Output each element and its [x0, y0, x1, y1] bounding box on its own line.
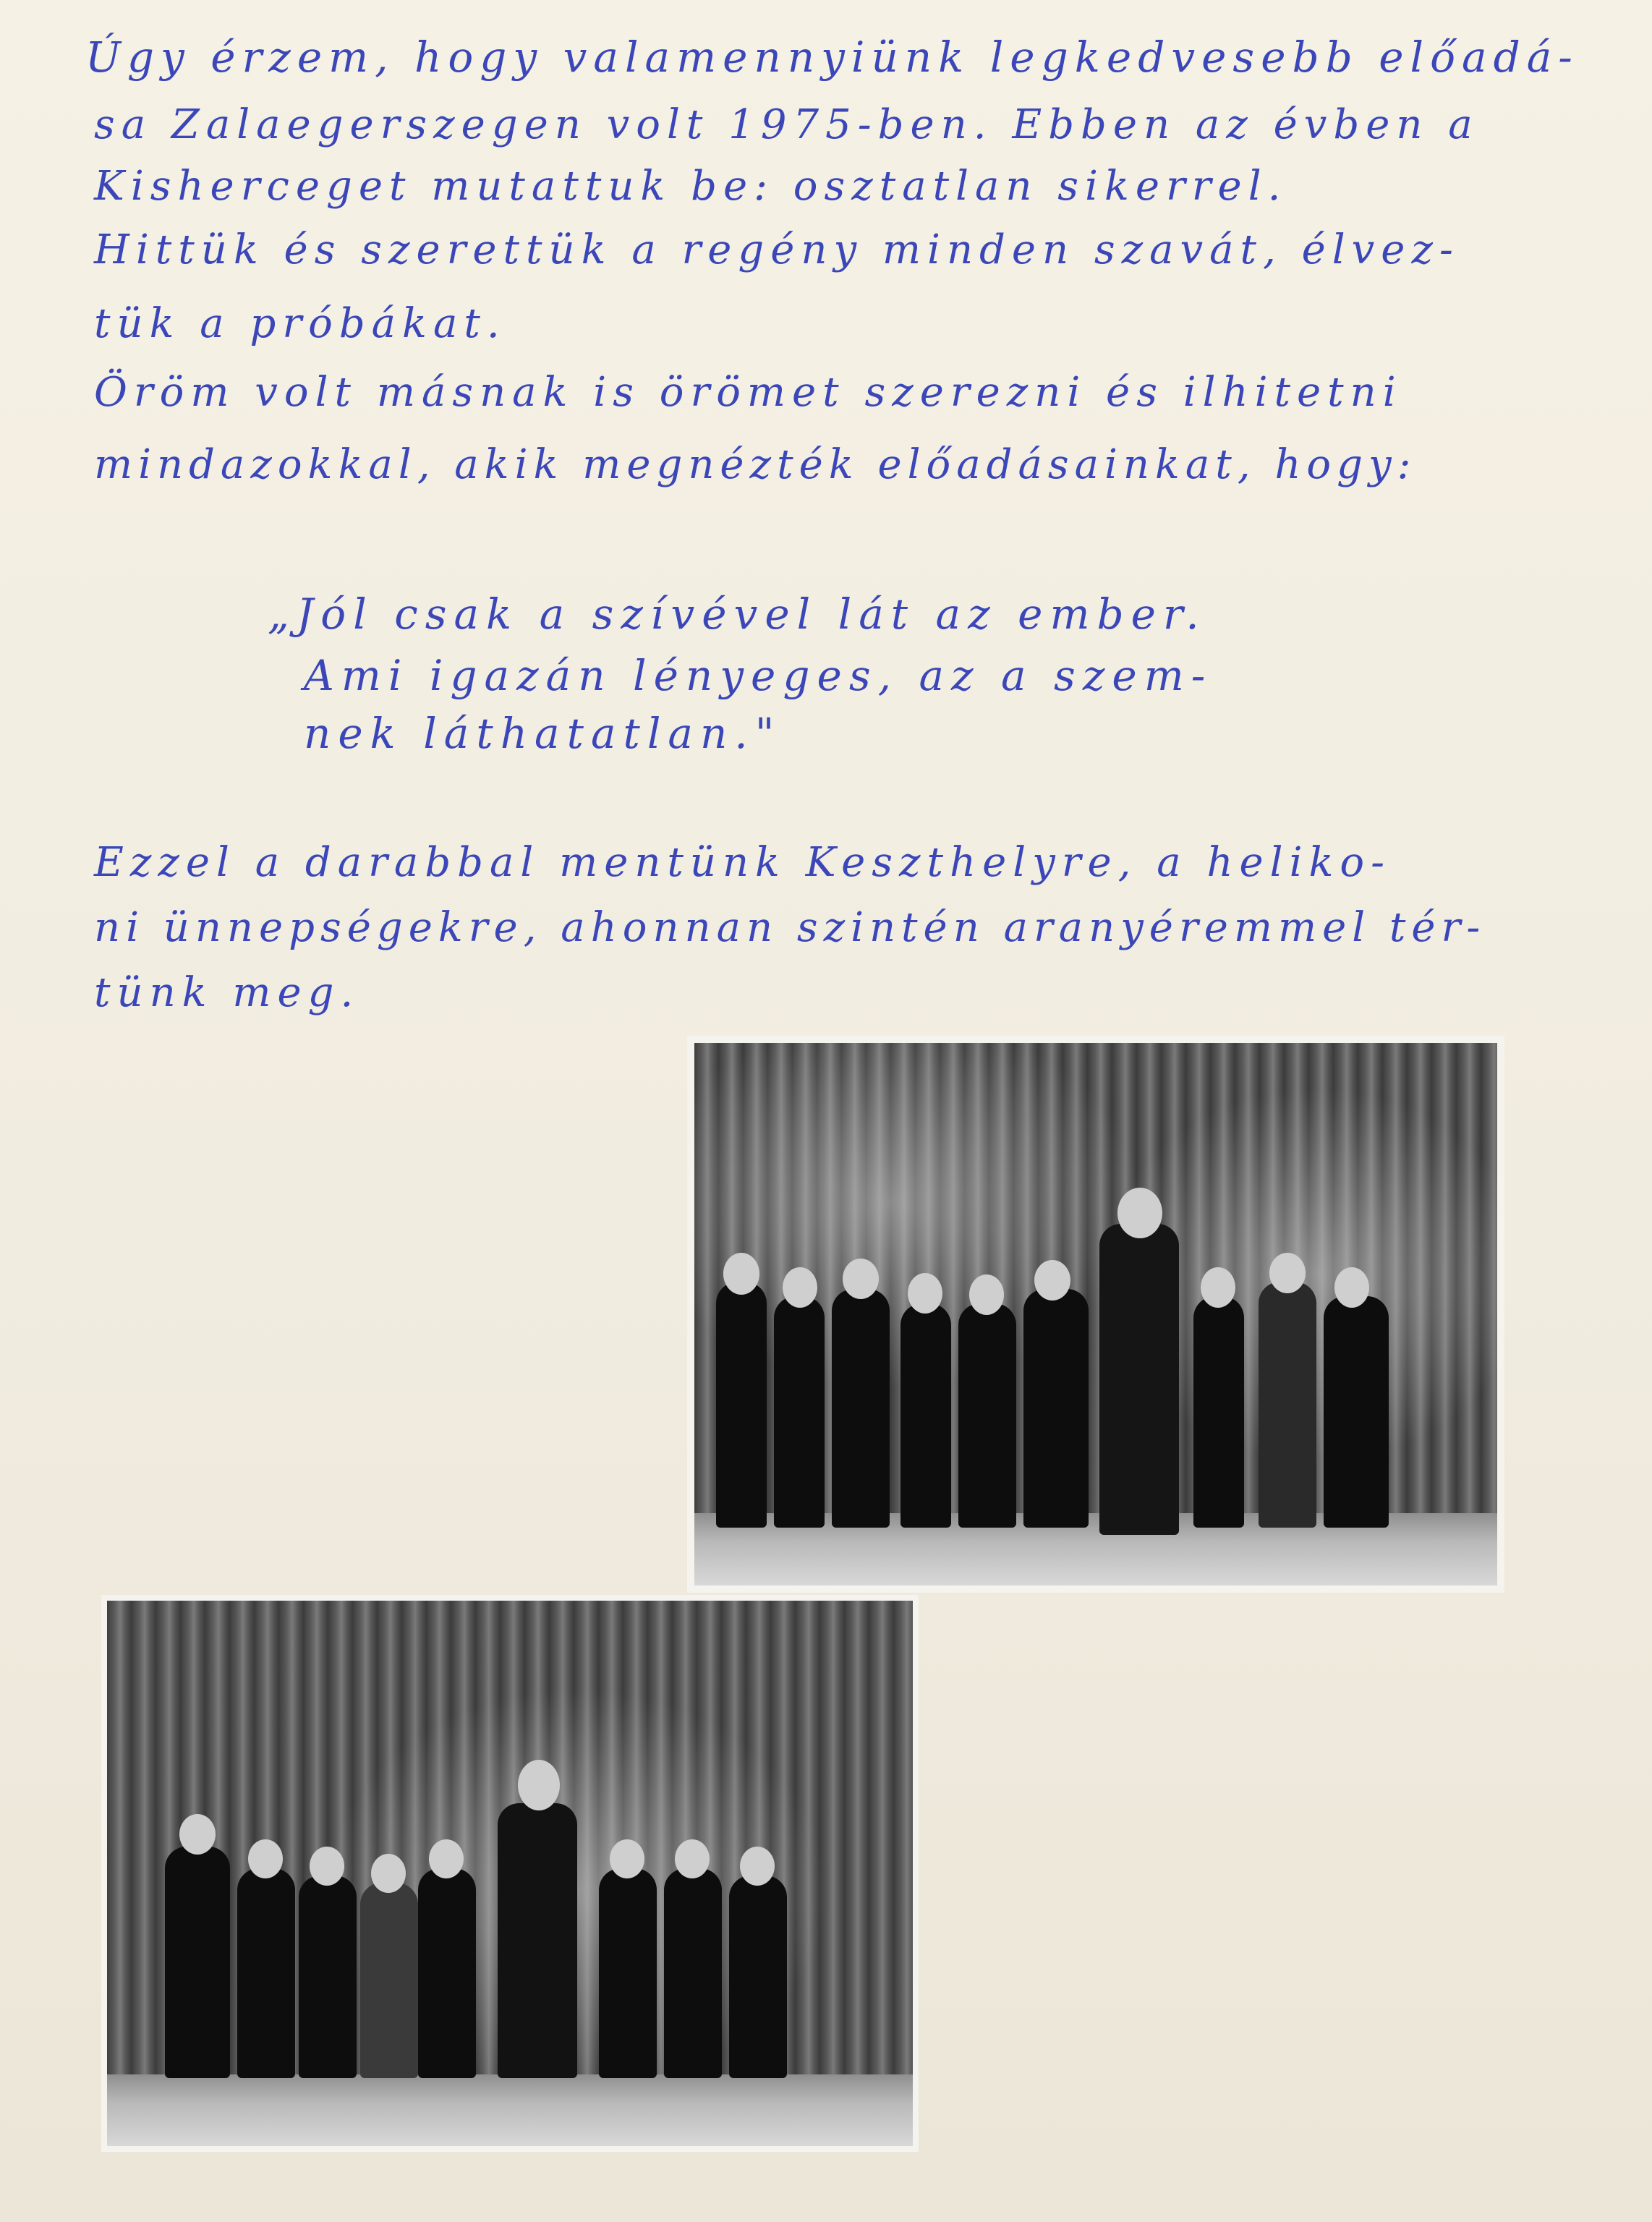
- performer-head: [371, 1854, 406, 1893]
- text-line: Öröm volt másnak is örömet szerezni és ilhitetni: [94, 369, 1402, 416]
- stage-photo-bottom: [107, 1601, 913, 2146]
- quote-line: „Jól csak a szívével lát az ember.: [268, 589, 1206, 639]
- performer: [900, 1303, 951, 1528]
- performer: [237, 1868, 295, 2078]
- text-line: Kisherceget mutattuk be: osztatlan sikerrel.: [94, 163, 1287, 210]
- performer-head: [740, 1847, 775, 1886]
- performer-head: [723, 1253, 759, 1295]
- performer: [716, 1282, 767, 1528]
- performer: [1324, 1296, 1389, 1528]
- performer-head: [1117, 1188, 1162, 1238]
- text-line: Úgy érzem, hogy valamennyiünk legkedvesebb előadá-: [85, 33, 1579, 82]
- quote-line: nek láthatatlan.": [304, 709, 782, 758]
- performer-head: [1201, 1267, 1235, 1308]
- performer-head: [1034, 1260, 1070, 1301]
- text-line: tünk meg.: [94, 969, 360, 1016]
- stage-photo-top: [694, 1043, 1497, 1585]
- performer: [599, 1868, 657, 2078]
- performer: [1023, 1289, 1089, 1528]
- stage-floor: [107, 2074, 913, 2146]
- performer: [360, 1883, 418, 2078]
- performer-head: [429, 1839, 464, 1878]
- performer: [299, 1876, 357, 2078]
- performer: [729, 1876, 787, 2078]
- lead-performer: [498, 1803, 577, 2078]
- performer-head: [1334, 1267, 1369, 1308]
- performer: [1259, 1282, 1316, 1528]
- performer-head: [610, 1839, 644, 1878]
- performer-head: [310, 1847, 344, 1886]
- text-line: tük a próbákat.: [94, 300, 506, 347]
- performer-head: [908, 1273, 942, 1314]
- text-line: ni ünnepségekre, ahonnan szintén aranyéremmel tér-: [94, 904, 1486, 951]
- performer: [165, 1847, 230, 2078]
- text-line: Hittük és szerettük a regény minden szavát, élvez-: [94, 226, 1460, 273]
- performer-head: [179, 1814, 216, 1855]
- text-line: sa Zalaegerszegen volt 1975-ben. Ebben az évben a: [94, 101, 1479, 148]
- performer-head: [248, 1839, 283, 1878]
- performer-head: [675, 1839, 710, 1878]
- text-line: mindazokkal, akik megnézték előadásainkat, hogy:: [94, 441, 1417, 488]
- performer-head: [1269, 1253, 1306, 1293]
- performer-head: [969, 1274, 1004, 1315]
- performer: [418, 1868, 476, 2078]
- performer: [832, 1289, 890, 1528]
- performer: [1193, 1296, 1244, 1528]
- text-line: Ezzel a darabbal mentünk Keszthelyre, a heliko-: [94, 839, 1392, 886]
- lead-performer: [1099, 1224, 1179, 1535]
- performer: [664, 1868, 722, 2078]
- photo-frame-top: [687, 1036, 1504, 1593]
- performer: [958, 1303, 1016, 1528]
- performer: [774, 1296, 825, 1528]
- quote-line: Ami igazán lényeges, az a szem-: [304, 651, 1213, 700]
- performer-head: [518, 1760, 560, 1810]
- performer-head: [843, 1259, 879, 1299]
- photo-frame-bottom: [101, 1595, 919, 2152]
- performer-head: [783, 1267, 817, 1308]
